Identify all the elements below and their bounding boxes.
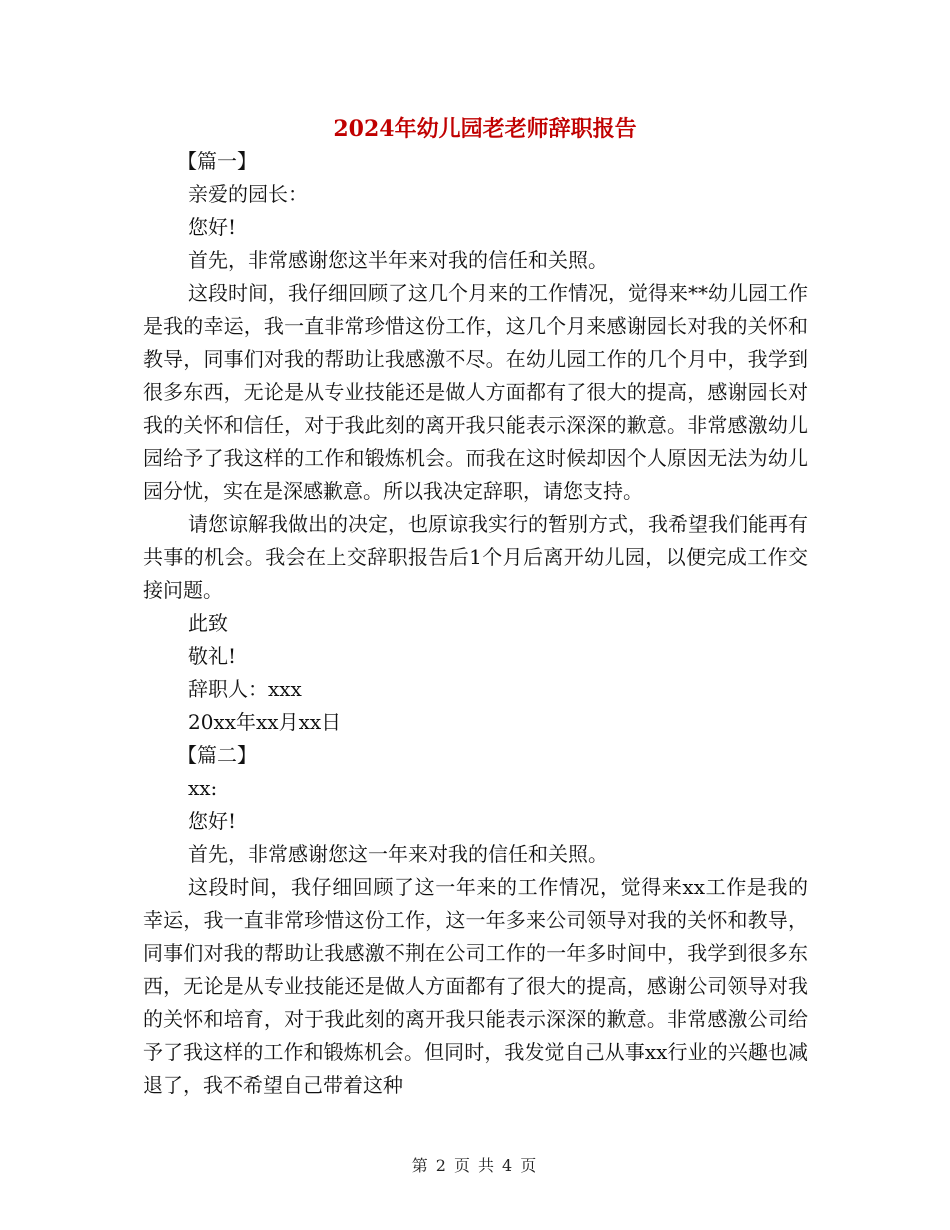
closing-line: 敬礼! <box>188 644 237 668</box>
total-page-number: 4 <box>502 1156 515 1175</box>
closing-line: 此致 <box>188 611 228 635</box>
section-heading: 【篇二】 <box>177 743 257 767</box>
signer-line: 辞职人：xxx <box>188 677 302 701</box>
date-line: 20xx年xx月xx日 <box>188 710 342 734</box>
current-page-number: 2 <box>435 1156 448 1175</box>
footer-total-word: 共 <box>478 1156 497 1175</box>
paragraph: 首先，非常感谢您这半年来对我的信任和关照。 <box>188 248 608 272</box>
paragraph: 首先，非常感谢您这一年来对我的信任和关照。 <box>188 842 608 866</box>
section-heading: 【篇一】 <box>177 149 257 173</box>
footer-prefix: 第 <box>411 1156 430 1175</box>
footer-page-word: 页 <box>453 1156 472 1175</box>
salutation: 亲爱的园长： <box>188 182 308 206</box>
paragraph: 这段时间，我仔细回顾了这几个月来的工作情况，觉得来**幼儿园工作是我的幸运，我一直非常珍惜这份工作，这几个月来感谢园长对我的关怀和教导，同事们对我的帮助让我感激不尽。在幼儿园工作的几个月中，我学到很多东西，无论是从专业技能还是做人方面都有了很大的提高，感谢园长对我的关怀和信任，对于我此刻的离开我只能表示深深的歉意。非常感激幼儿园给予了我这样的工作和锻炼机会。而我在这时候却因个人原因无法为幼儿园分忧，实在是深感歉意。所以我决定辞职，请您支持。 <box>143 281 808 503</box>
greeting: 您好! <box>188 215 237 239</box>
paragraph: 这段时间，我仔细回顾了这一年来的工作情况，觉得来xx工作是我的幸运，我一直非常珍惜这份工作，这一年多来公司领导对我的关怀和教导，同事们对我的帮助让我感激不荆在公司工作的一年多时间中，我学到很多东西，无论是从专业技能还是做人方面都有了很大的提高，感谢公司领导对我的关怀和培育，对于我此刻的离开我只能表示深深的歉意。非常感激公司给予了我这样的工作和锻炼机会。但同时，我发觉自己从事xx行业的兴趣也减退了，我不希望自己带着这种 <box>143 875 808 1097</box>
paragraph: 请您谅解我做出的决定，也原谅我实行的暂别方式，我希望我们能再有共事的机会。我会在上交辞职报告后1个月后离开幼儿园，以便完成工作交接问题。 <box>143 512 808 602</box>
document-body <box>143 145 808 1102</box>
salutation: xx: <box>188 776 218 800</box>
greeting: 您好! <box>188 809 237 833</box>
document-title: 2024年幼儿园老老师辞职报告 <box>333 116 637 142</box>
footer-suffix: 页 <box>520 1156 539 1175</box>
page-footer <box>0 1153 950 1176</box>
